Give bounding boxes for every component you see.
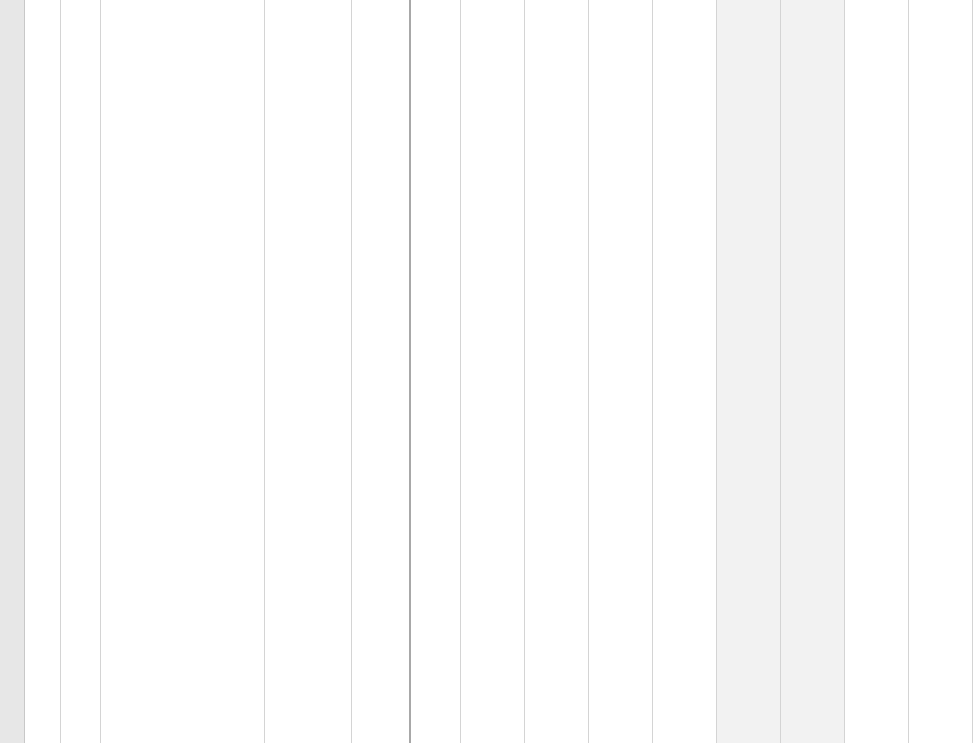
timescale-divider (780, 0, 781, 743)
timescale-divider (652, 0, 653, 743)
column-divider (264, 0, 265, 743)
view-splitter[interactable] (409, 0, 411, 743)
timescale-divider (716, 0, 717, 743)
timescale-divider (908, 0, 909, 743)
column-divider (60, 0, 61, 743)
column-divider (100, 0, 101, 743)
timescale-divider (588, 0, 589, 743)
view-label (0, 260, 24, 420)
view-bar[interactable] (0, 0, 25, 743)
timescale-divider (524, 0, 525, 743)
resource-usage-grid (24, 0, 974, 743)
timescale-divider (972, 0, 973, 743)
column-divider (351, 0, 352, 743)
timescale-divider (460, 0, 461, 743)
timescale-divider (844, 0, 845, 743)
